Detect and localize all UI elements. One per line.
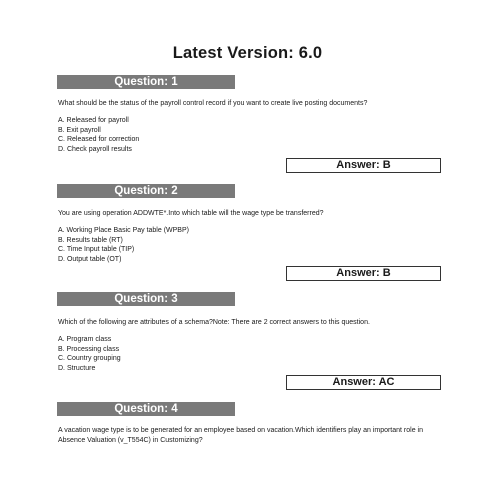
question-2-option-a: A. Working Place Basic Pay table (WPBP) bbox=[58, 227, 189, 234]
question-3-option-c: C. Country grouping bbox=[58, 355, 121, 362]
question-1-header: Question: 1 bbox=[57, 75, 235, 89]
question-1-option-a: A. Released for payroll bbox=[58, 117, 129, 124]
question-3-option-b: B. Processing class bbox=[58, 345, 120, 353]
question-4-text: A vacation wage type is to be generated for an employee based on vacation.Which identifiers play an important role in Absence Valuation (v_T554C) in Customizing? bbox=[58, 427, 423, 444]
question-3-header: Question: 3 bbox=[57, 292, 235, 306]
question-3-answer: Answer: AC bbox=[286, 375, 441, 390]
question-1-text: What should be the status of the payroll control record if you want to create live posting documents? bbox=[58, 100, 368, 107]
question-1-option-b: B. Exit payroll bbox=[58, 126, 101, 134]
question-2-header: Question: 2 bbox=[57, 184, 235, 198]
question-4-header: Question: 4 bbox=[57, 402, 235, 416]
question-2-option-b: B. Results table (RT) bbox=[58, 236, 123, 244]
question-3-options bbox=[58, 335, 358, 373]
question-3-option-a: A. Program class bbox=[58, 336, 112, 343]
question-2-options bbox=[58, 226, 358, 264]
question-2-text: You are using operation ADDWTE*.Into which table will the wage type be transferred? bbox=[58, 210, 324, 217]
question-1-answer: Answer: B bbox=[286, 158, 441, 173]
question-2-option-c: C. Time Input table (TIP) bbox=[58, 246, 135, 253]
question-2-answer: Answer: B bbox=[286, 266, 441, 281]
question-1-option-c: C. Released for correction bbox=[58, 136, 140, 143]
document-title: Latest Version: 6.0 bbox=[172, 44, 323, 62]
question-3-text: Which of the following are attributes of a schema?Note: There are 2 correct answers to this question. bbox=[58, 319, 370, 326]
question-2-option-d: D. Output table (OT) bbox=[58, 255, 122, 263]
question-1-options bbox=[58, 116, 358, 154]
question-1-option-d: D. Check payroll results bbox=[58, 145, 132, 153]
question-3-option-d: D. Structure bbox=[58, 364, 96, 372]
